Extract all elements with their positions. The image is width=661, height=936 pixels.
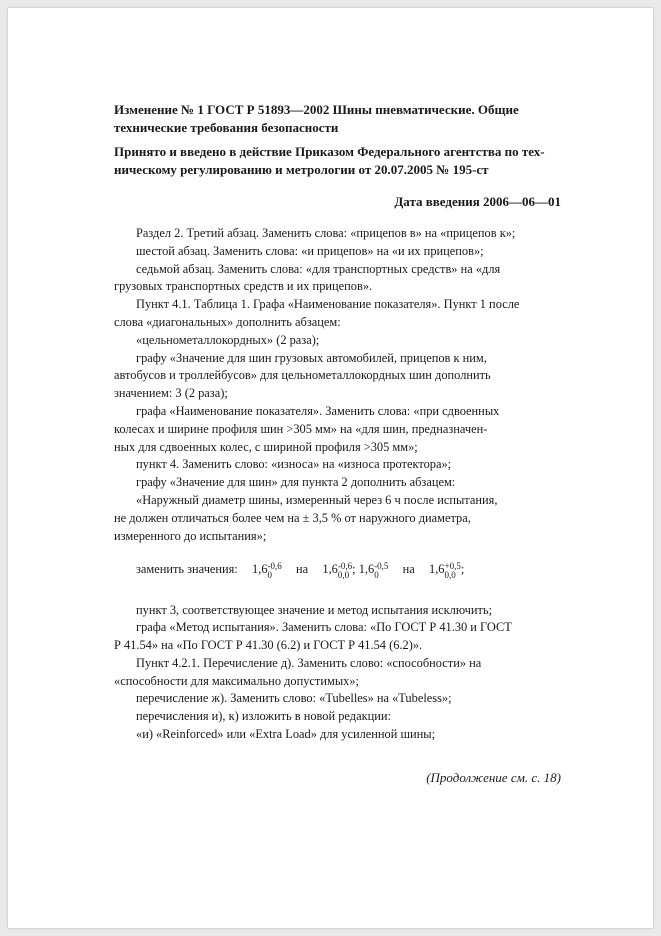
formula-lead: заменить значения: bbox=[136, 562, 238, 577]
formula-on: на bbox=[296, 562, 309, 577]
text-line: графу «Значение для шин» для пункта 2 дополнить абзацем: bbox=[136, 475, 456, 490]
text-line: Пункт 4.2.1. Перечисление д). Заменить слово: «способности» на bbox=[136, 655, 482, 670]
text-line: графа «Наименование показателя». Заменить слова: «при сдвоенных bbox=[136, 403, 500, 418]
text-line: не должен отличаться более чем на ± 3,5 % от наружного диаметра, bbox=[114, 510, 471, 525]
text-line: колесах и ширине профиля шин >305 мм» на «для шин, предназначен- bbox=[114, 421, 488, 436]
tolerance: -0,5 0 bbox=[374, 560, 389, 580]
text-line: шестой абзац. Заменить слова: «и прицепов» на «и их прицепов»; bbox=[136, 243, 484, 258]
text-line: графу «Значение для шин грузовых автомобилей, прицепов к ним, bbox=[136, 350, 487, 365]
text-line: графа «Метод испытания». Заменить слова: «По ГОСТ Р 41.30 и ГОСТ bbox=[136, 620, 512, 635]
text-line: Раздел 2. Третий абзац. Заменить слова: «прицепов в» на «прицепов к»; bbox=[136, 226, 516, 240]
title-line: технические требования безопасности bbox=[114, 120, 339, 135]
text-line: седьмой абзац. Заменить слова: «для транспортных средств» на «для bbox=[136, 261, 501, 276]
formula-value: 1,6 bbox=[429, 562, 445, 577]
tolerance-formula: заменить значения: 1,6 -0,6 0 на 1,6 -0,6 0,0 ; 1,6 -0,5 0 на 1,6 +0,5 0,0 ; bbox=[136, 560, 465, 580]
text-line: измеренного до испытания»; bbox=[114, 528, 267, 543]
order-statement bbox=[114, 143, 561, 179]
order-line: ническому регулированию и метрологии от 20.07.2005 № 195-ст bbox=[114, 162, 489, 177]
text-line: перечисление ж). Заменить слово: «Tubelles» на «Tubeless»; bbox=[136, 691, 452, 706]
title-line: Изменение № 1 ГОСТ Р 51893—2002 Шины пневматические. Общие bbox=[114, 102, 519, 117]
continuation-note: (Продолжение см. с. 18) bbox=[426, 769, 561, 785]
tolerance: -0,6 0 bbox=[267, 560, 282, 580]
text-line: грузовых транспортных средств и их прицепов». bbox=[114, 279, 373, 294]
text-line: Р 41.54» на «По ГОСТ Р 41.30 (6.2) и ГОСТ Р 41.54 (6.2)». bbox=[114, 638, 423, 653]
text-line: Пункт 4.1. Таблица 1. Графа «Наименование показателя». Пункт 1 после bbox=[136, 297, 520, 312]
text-line: «цельнометаллокордных» (2 раза); bbox=[136, 332, 320, 347]
amendment-title bbox=[114, 101, 561, 137]
tolerance: +0,5 0,0 bbox=[444, 560, 461, 580]
order-line: Принято и введено в действие Приказом Федерального агентства по тех- bbox=[114, 144, 545, 159]
text-line: значением: 3 (2 раза); bbox=[114, 386, 228, 401]
text-line: слова «диагональных» дополнить абзацем: bbox=[114, 314, 341, 329]
formula-value: 1,6 bbox=[322, 562, 338, 577]
effective-date: Дата введения 2006—06—01 bbox=[394, 194, 561, 209]
text-line: «и) «Reinforced» или «Extra Load» для усиленной шины; bbox=[136, 727, 436, 742]
tolerance: -0,6 0,0 bbox=[337, 560, 353, 580]
text-line: пункт 4. Заменить слово: «износа» на «износа протектора»; bbox=[136, 457, 452, 472]
text-line: автобусов и троллейбусов» для цельнометаллокордных шин дополнить bbox=[114, 368, 491, 383]
document-page bbox=[8, 8, 653, 928]
formula-value: 1,6 bbox=[252, 562, 268, 577]
text-line: пункт 3, соответствующее значение и метод испытания исключить; bbox=[136, 602, 493, 617]
amendment-body bbox=[114, 225, 561, 744]
text-line: перечисления и), к) изложить в новой редакции: bbox=[136, 709, 391, 724]
formula-value: 1,6 bbox=[358, 562, 375, 577]
formula-on: на bbox=[402, 562, 415, 577]
text-line: «способности для максимально допустимых»; bbox=[114, 673, 359, 688]
text-line: «Наружный диаметр шины, измеренный через 6 ч после испытания, bbox=[136, 492, 498, 507]
document-content bbox=[114, 101, 561, 786]
text-line: ных для сдвоенных колес, с шириной профиля >305 мм»; bbox=[114, 439, 418, 454]
